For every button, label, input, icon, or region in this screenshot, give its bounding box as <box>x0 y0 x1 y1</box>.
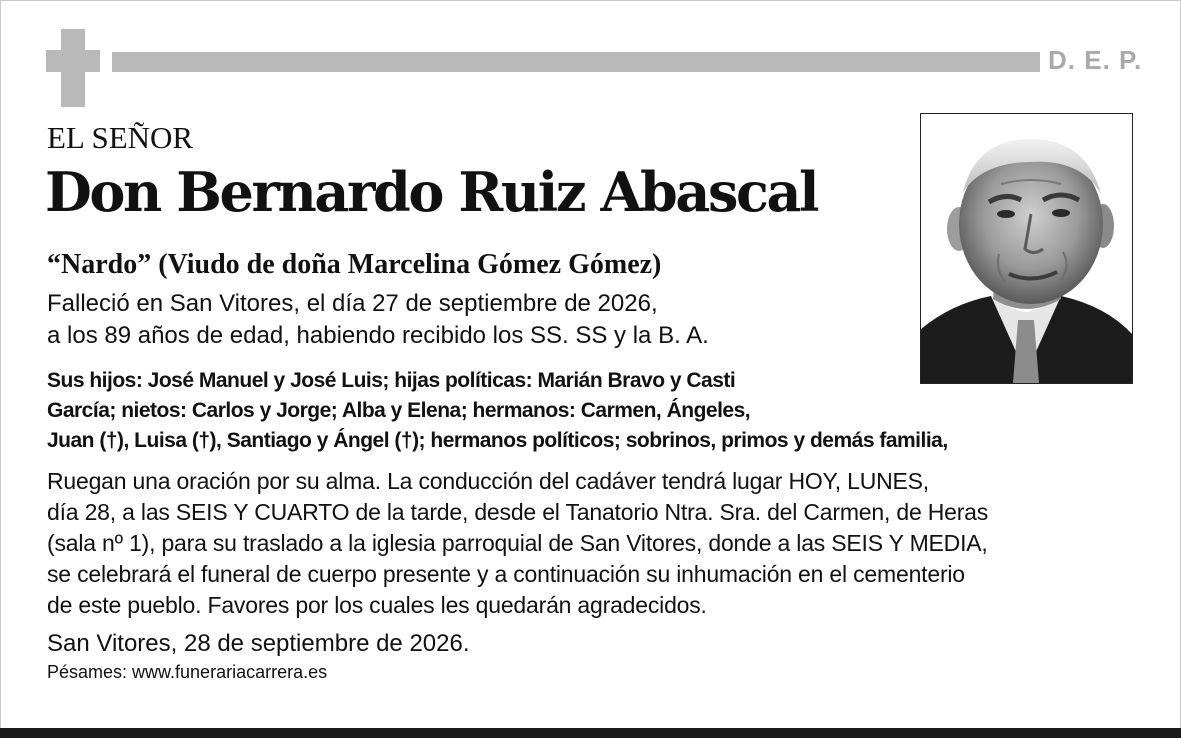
nickname-line: “Nardo” (Viudo de doña Marcelina Gómez Gómez) <box>47 249 662 280</box>
place-date: San Vitores, 28 de septiembre de 2026. <box>47 630 470 657</box>
death-notice-line: a los 89 años de edad, habiendo recibido los SS. SS y la B. A. <box>47 322 709 349</box>
family-line: García; nietos: Carlos y Jorge; Alba y Elena; hermanos: Carmen, Ángeles, <box>47 399 751 422</box>
death-notice-line: Falleció en San Vitores, el día 27 de septiembre de 2026, <box>47 290 658 317</box>
portrait-illustration <box>921 114 1132 383</box>
portrait-photo <box>920 113 1133 384</box>
family-line: Sus hijos: José Manuel y José Luis; hijas políticas: Marián Bravo y Casti <box>47 369 736 392</box>
header-rule <box>112 52 1040 72</box>
title-prefix: EL SEÑOR <box>47 120 194 155</box>
funeral-details-line: se celebrará el funeral de cuerpo presente y a continuación su inhumación en el cementerio <box>47 561 965 587</box>
funeral-details <box>47 466 988 621</box>
dep-label: D. E. P. <box>1048 45 1143 75</box>
deceased-name: Don Bernardo Ruiz Abascal <box>45 160 818 224</box>
family-line: Juan (†), Luisa (†), Santiago y Ángel (†); hermanos políticos; sobrinos, primos y demás familia, <box>47 429 948 452</box>
cross-icon-arm <box>46 50 100 72</box>
funeral-details-line: día 28, a las SEIS Y CUARTO de la tarde, desde el Tanatorio Ntra. Sra. del Carmen, de Heras <box>47 499 989 525</box>
family-list <box>47 366 948 456</box>
condolences-link[interactable]: Pésames: www.funerariacarrera.es <box>47 662 328 682</box>
funeral-details-line: (sala nº 1), para su traslado a la iglesia parroquial de San Vitores, donde a las SEIS Y MEDIA, <box>47 530 988 556</box>
funeral-details-line: Ruegan una oración por su alma. La conducción del cadáver tendrá lugar HOY, LUNES, <box>47 468 929 494</box>
bottom-bar <box>0 728 1181 738</box>
funeral-details-line: de este pueblo. Favores por los cuales les quedarán agradecidos. <box>47 592 707 618</box>
death-notice <box>47 288 709 352</box>
